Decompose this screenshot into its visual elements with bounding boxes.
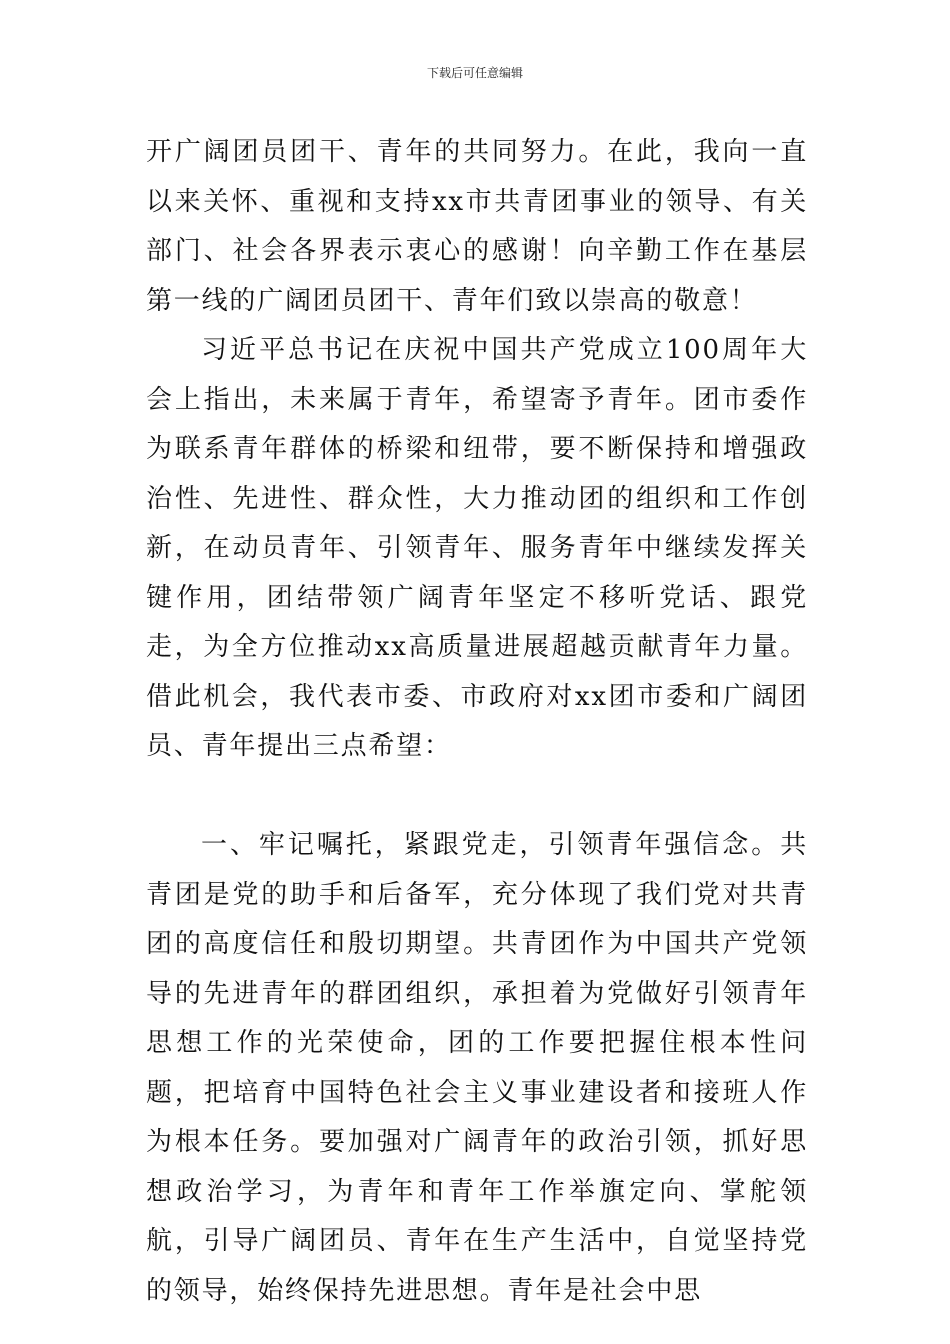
page-header bbox=[0, 66, 950, 80]
document-body bbox=[146, 128, 808, 1316]
header-note: 下载后可任意编辑 bbox=[426, 66, 523, 80]
paragraph-spacer bbox=[146, 772, 808, 822]
paragraph-section-one: 一、牢记嘱托，紧跟党走，引领青年强信念。共青团是党的助手和后备军，充分体现了我们党对共青团的高度信任和殷切期望。共青团作为中国共产党领导的先进青年的群团组织，承担着为党做好引领青年思想工作的光荣使命，团的工作要把握住根本性问题，把培育中国特色社会主义事业建设者和接班人作为根本任务。要加强对广阔青年的政治引领，抓好思想政治学习，为青年和青年工作举旗定向、掌舵领航，引导广阔团员、青年在生产生活中，自觉坚持党的领导，始终保持先进思想。青年是社会中思 bbox=[146, 830, 808, 1306]
paragraph-speech-quote: 习近平总书记在庆祝中国共产党成立100周年大会上指出，未来属于青年，希望寄予青年。团市委作为联系青年群体的桥梁和纽带，要不断保持和增强政治性、先进性、群众性，大力推动团的组织和工作创新，在动员青年、引领青年、服务青年中继续发挥关键作用，团结带领广阔青年坚定不移听党话、跟党走，为全方位推动xx高质量进展超越贡献青年力量。借此机会，我代表市委、市政府对xx团市委和广阔团员、青年提出三点希望： bbox=[146, 335, 808, 761]
paragraph-continuation: 开广阔团员团干、青年的共同努力。在此，我向一直以来关怀、重视和支持xx市共青团事业的领导、有关部门、社会各界表示衷心的感谢！向辛勤工作在基层第一线的广阔团员团干、青年们致以崇高的敬意！ bbox=[146, 137, 808, 316]
